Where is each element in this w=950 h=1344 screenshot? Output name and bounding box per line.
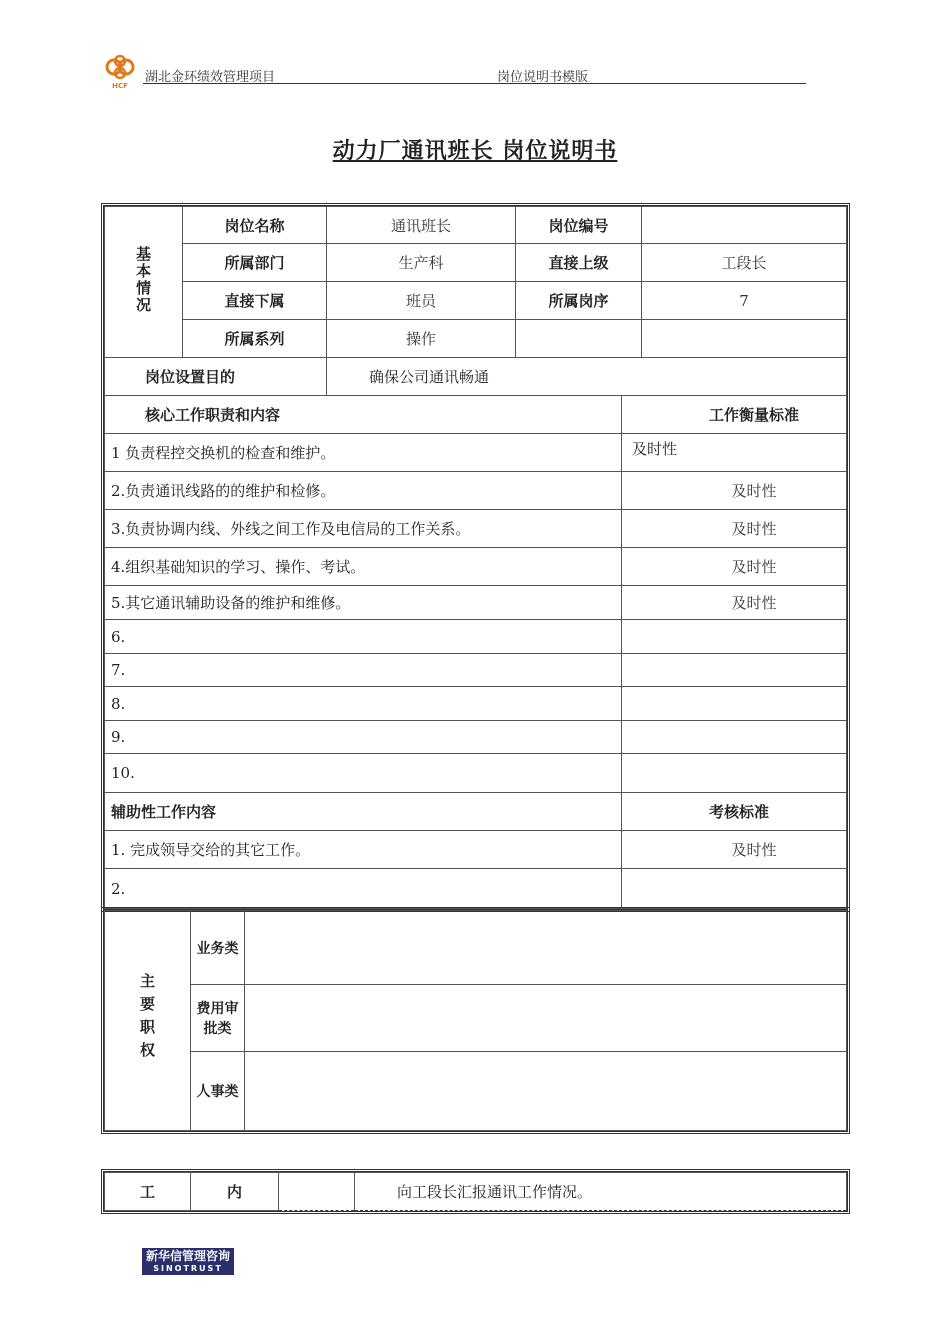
work-relation-table bbox=[104, 1172, 847, 1211]
field-label bbox=[516, 320, 642, 358]
aux-task: 1. 完成领导交给的其它工作。 bbox=[105, 831, 622, 869]
core-std: 及时性 bbox=[622, 510, 847, 548]
field-label: 所属部门 bbox=[183, 244, 327, 282]
field-value bbox=[642, 320, 847, 358]
core-std bbox=[622, 721, 847, 754]
authority-value bbox=[245, 1052, 847, 1131]
authority-label: 人事类 bbox=[191, 1052, 245, 1131]
aux-std bbox=[622, 869, 847, 909]
core-header-right: 工作衡量标准 bbox=[622, 396, 847, 434]
sinotrust-logo-en: SINOTRUST bbox=[153, 1264, 223, 1273]
core-std: 及时性 bbox=[622, 586, 847, 620]
core-std bbox=[622, 620, 847, 654]
core-task: 10. bbox=[105, 754, 622, 793]
aux-row bbox=[105, 831, 847, 869]
core-task: 7. bbox=[105, 654, 622, 687]
core-header-row bbox=[105, 396, 847, 434]
field-label: 所属系列 bbox=[183, 320, 327, 358]
sinotrust-logo bbox=[142, 1248, 234, 1275]
work-col3 bbox=[279, 1173, 355, 1211]
authority-label: 费用审批类 bbox=[191, 985, 245, 1052]
purpose-row bbox=[105, 358, 847, 396]
authority-row bbox=[105, 985, 847, 1052]
basic-row bbox=[105, 320, 847, 358]
core-row bbox=[105, 548, 847, 586]
core-row bbox=[105, 510, 847, 548]
authority-row bbox=[105, 1052, 847, 1131]
core-std bbox=[622, 654, 847, 687]
authority-section-label: 主要职权 bbox=[105, 911, 191, 1131]
field-value: 操作 bbox=[327, 320, 516, 358]
aux-std: 及时性 bbox=[622, 831, 847, 869]
core-task: 8. bbox=[105, 687, 622, 721]
header-project: 湖北金环绩效管理项目 bbox=[145, 70, 276, 85]
purpose-label: 岗位设置目的 bbox=[105, 358, 327, 396]
basic-row bbox=[105, 282, 847, 320]
aux-header-right: 考核标准 bbox=[622, 793, 847, 831]
core-std bbox=[622, 754, 847, 793]
core-row bbox=[105, 721, 847, 754]
field-value: 通讯班长 bbox=[327, 207, 516, 244]
header-rule bbox=[143, 83, 806, 84]
core-row bbox=[105, 586, 847, 620]
hcf-logo bbox=[101, 55, 139, 89]
core-task: 9. bbox=[105, 721, 622, 754]
core-row bbox=[105, 620, 847, 654]
aux-header-row bbox=[105, 793, 847, 831]
authority-table bbox=[104, 910, 847, 1131]
aux-row bbox=[105, 869, 847, 909]
basic-row bbox=[105, 207, 847, 244]
page-title: 动力厂通讯班长 岗位说明书 bbox=[332, 139, 618, 164]
field-label: 岗位编号 bbox=[516, 207, 642, 244]
work-row bbox=[105, 1173, 847, 1211]
core-header-left: 核心工作职责和内容 bbox=[105, 396, 622, 434]
basic-section-label: 基本情况 bbox=[105, 207, 183, 358]
core-row bbox=[105, 472, 847, 510]
field-label: 直接上级 bbox=[516, 244, 642, 282]
core-task: 4.组织基础知识的学习、操作、考试。 bbox=[105, 548, 622, 586]
core-std bbox=[622, 687, 847, 721]
authority-value bbox=[245, 911, 847, 985]
purpose-value: 确保公司通讯畅通 bbox=[327, 358, 847, 396]
field-value: 生产科 bbox=[327, 244, 516, 282]
field-label: 直接下属 bbox=[183, 282, 327, 320]
core-task: 1 负责程控交换机的检查和维护。 bbox=[105, 434, 622, 472]
authority-label: 业务类 bbox=[191, 911, 245, 985]
authority-row bbox=[105, 911, 847, 985]
svg-text:HCF: HCF bbox=[112, 82, 128, 89]
core-task: 2.负责通讯线路的的维护和检修。 bbox=[105, 472, 622, 510]
field-label: 岗位名称 bbox=[183, 207, 327, 244]
field-label: 所属岗序 bbox=[516, 282, 642, 320]
core-task: 5.其它通讯辅助设备的维护和维修。 bbox=[105, 586, 622, 620]
work-col1: 工 bbox=[105, 1173, 191, 1211]
core-row bbox=[105, 654, 847, 687]
core-std: 及时性 bbox=[622, 434, 847, 472]
core-row bbox=[105, 754, 847, 793]
core-task: 6. bbox=[105, 620, 622, 654]
authority-value bbox=[245, 985, 847, 1052]
job-description-table bbox=[104, 206, 847, 909]
core-row bbox=[105, 434, 847, 472]
core-row bbox=[105, 687, 847, 721]
core-std: 及时性 bbox=[622, 548, 847, 586]
sinotrust-logo-cn: 新华信管理咨询 bbox=[145, 1249, 230, 1263]
field-value: 班员 bbox=[327, 282, 516, 320]
core-std: 及时性 bbox=[622, 472, 847, 510]
header-doc-type: 岗位说明书模版 bbox=[497, 70, 589, 85]
field-value: 7 bbox=[642, 282, 847, 320]
work-text: 向工段长汇报通讯工作情况。 bbox=[355, 1173, 847, 1211]
work-col2: 内 bbox=[191, 1173, 279, 1211]
aux-header-left: 辅助性工作内容 bbox=[105, 793, 622, 831]
basic-row bbox=[105, 244, 847, 282]
field-value bbox=[642, 207, 847, 244]
field-value: 工段长 bbox=[642, 244, 847, 282]
core-task: 3.负责协调内线、外线之间工作及电信局的工作关系。 bbox=[105, 510, 622, 548]
aux-task: 2. bbox=[105, 869, 622, 909]
